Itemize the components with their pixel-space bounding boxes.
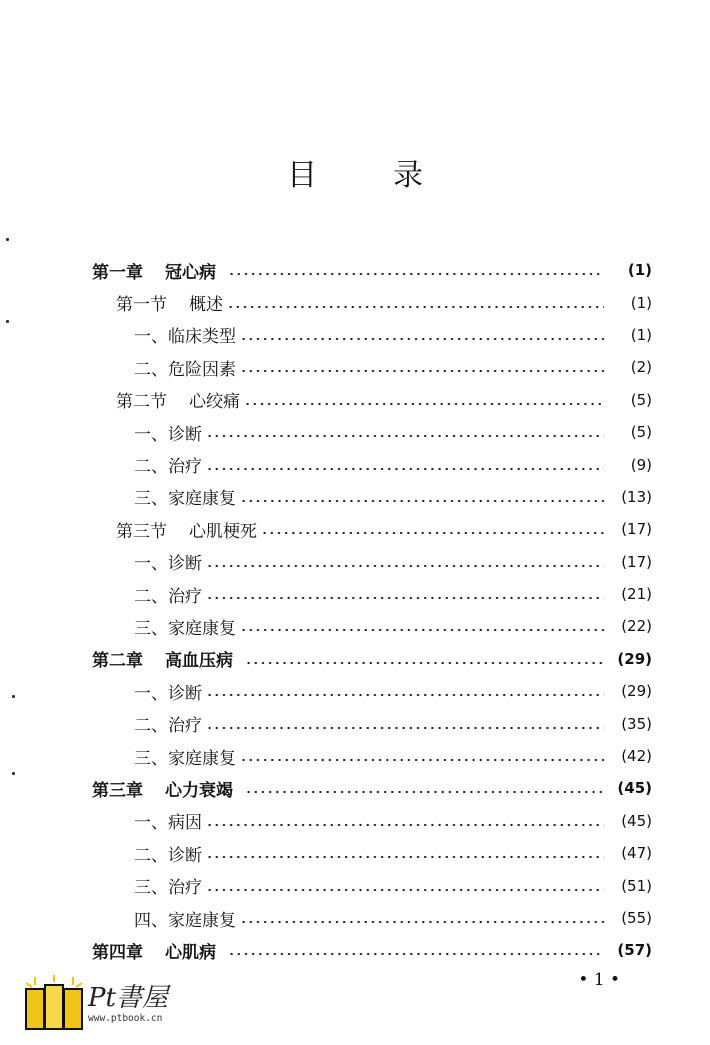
dot-leader [227,294,604,312]
toc-page-number: (22) [621,617,652,636]
toc-entry-number: 第四章 [92,942,143,963]
toc-entry-title: 二、治疗 [134,716,202,737]
toc-entry-label [92,258,216,283]
watermark-url: www.ptbook.cn [88,1013,163,1024]
dot-leader [240,358,604,376]
toc-entry-label [134,549,202,574]
toc-entry-label [134,614,236,639]
dot-leader [240,617,604,635]
toc-entry-label [116,290,223,315]
toc-page-number: (5) [630,390,652,409]
toc-page-number: (29) [617,649,652,668]
toc-entry-title: 心力衰竭 [165,780,233,801]
watermark-title: Pt書屋 [88,983,168,1013]
dot-leader [206,553,604,571]
toc-entry-number: 第三节 [116,521,167,542]
toc-entry-title: 一、临床类型 [134,327,236,348]
toc-page-number: (5) [630,423,652,442]
dot-leader [240,909,604,927]
toc-entry-title: 四、家庭康复 [134,910,236,931]
toc-section[interactable] [92,286,652,318]
toc-entry-label [134,679,202,704]
toc-item[interactable] [92,805,652,837]
toc-page-number: (35) [621,714,652,733]
dot-leader [228,941,604,959]
toc-entry-number: 第一节 [116,295,167,316]
toc-chapter[interactable] [92,934,652,966]
toc-entry-title: 二、诊断 [134,845,202,866]
toc-page-number: (42) [621,747,652,766]
toc-page-number: (47) [621,844,652,863]
toc-entry-number: 第一章 [92,262,143,283]
toc-page-number: (29) [621,682,652,701]
toc-entry-label [134,452,202,477]
toc-entry-title: 心肌梗死 [189,521,257,542]
toc-entry-label [134,355,236,380]
title-char-1: 目 [287,158,317,193]
toc-page-number: (55) [621,909,652,927]
toc-entry-title: 概述 [189,295,223,316]
scan-speck [6,238,9,241]
toc-item[interactable] [92,448,652,480]
toc-item[interactable] [92,610,652,642]
dot-leader [206,423,604,441]
toc-page-number: (21) [621,585,652,604]
scan-speck [12,772,15,775]
toc-entry-title: 三、家庭康复 [134,618,236,639]
toc-page-number: (2) [630,358,652,377]
page-title [0,150,710,194]
toc-entry-title: 一、诊断 [134,424,202,445]
dot-leader [206,812,604,830]
dot-leader [206,456,604,474]
dot-leader [240,747,604,765]
toc-section[interactable] [92,513,652,545]
book-logo-icon [24,975,84,1033]
toc-chapter[interactable] [92,254,652,286]
toc-entry-title: 高血压病 [165,651,233,672]
dot-leader [261,520,604,538]
dot-leader [206,715,604,733]
toc-entry-title: 一、诊断 [134,683,202,704]
dot-leader [244,391,604,409]
dot-leader [206,682,604,700]
toc-entry-label [134,582,202,607]
toc-page-number: (45) [621,811,652,830]
toc-item[interactable] [92,740,652,772]
toc-entry-label [134,873,202,898]
scan-speck [6,320,9,323]
toc-entry-number: 第三章 [92,780,143,801]
toc-item[interactable] [92,319,652,351]
toc-entry-label [134,808,202,833]
toc-section[interactable] [92,384,652,416]
table-of-contents [92,254,652,967]
toc-entry-label [134,322,236,347]
toc-page-number: (9) [630,455,652,474]
toc-entry-title: 三、治疗 [134,878,202,899]
toc-page-number: (13) [621,487,652,506]
title-char-2: 录 [393,158,423,193]
toc-entry-title: 二、危险因素 [134,359,236,380]
toc-entry-title: 一、病因 [134,813,202,834]
toc-entry-title: 二、治疗 [134,457,202,478]
toc-entry-label [134,711,202,736]
toc-entry-label [116,387,240,412]
toc-item[interactable] [92,546,652,578]
dot-leader [240,326,604,344]
toc-entry-title: 一、诊断 [134,554,202,575]
toc-entry-label [92,938,216,963]
toc-entry-label [92,646,233,671]
toc-entry-title: 三、家庭康复 [134,489,236,510]
toc-page-number: (1) [630,293,652,312]
toc-entry-number: 第二节 [116,392,167,413]
dot-leader [206,877,604,895]
dot-leader [245,650,604,668]
toc-item[interactable] [92,351,652,383]
dot-leader [206,844,604,862]
toc-entry-label [116,517,257,542]
toc-item[interactable] [92,416,652,448]
toc-entry-title: 心绞痛 [189,392,240,413]
page-number: • 1 • [578,970,620,990]
toc-chapter[interactable] [92,643,652,675]
toc-entry-label [134,906,236,931]
toc-page-number: (45) [617,779,652,798]
toc-page-number: (17) [621,552,652,571]
toc-entry-label [134,420,202,445]
toc-entry-label [134,484,236,509]
toc-item[interactable] [92,481,652,513]
toc-entry-title: 三、家庭康复 [134,748,236,769]
toc-entry-label [134,744,236,769]
toc-page-number: (1) [630,325,652,344]
dot-leader [245,779,604,797]
toc-item[interactable] [92,578,652,610]
toc-entry-label [92,776,233,801]
dot-leader [240,488,604,506]
toc-item[interactable] [92,837,652,869]
toc-item[interactable] [92,902,652,934]
toc-chapter[interactable] [92,772,652,804]
toc-page-number: (57) [617,941,652,960]
toc-entry-title: 冠心病 [165,262,216,283]
toc-page-number: (51) [621,876,652,895]
toc-item[interactable] [92,869,652,901]
toc-item[interactable] [92,675,652,707]
scan-speck [12,695,15,698]
dot-leader [206,585,604,603]
toc-item[interactable] [92,707,652,739]
toc-page-number: (1) [627,261,652,280]
toc-entry-title: 心肌病 [165,942,216,963]
dot-leader [228,261,604,279]
toc-entry-number: 第二章 [92,651,143,672]
toc-entry-title: 二、治疗 [134,586,202,607]
toc-entry-label [134,841,202,866]
toc-page-number: (17) [621,520,652,539]
watermark [24,975,214,1033]
